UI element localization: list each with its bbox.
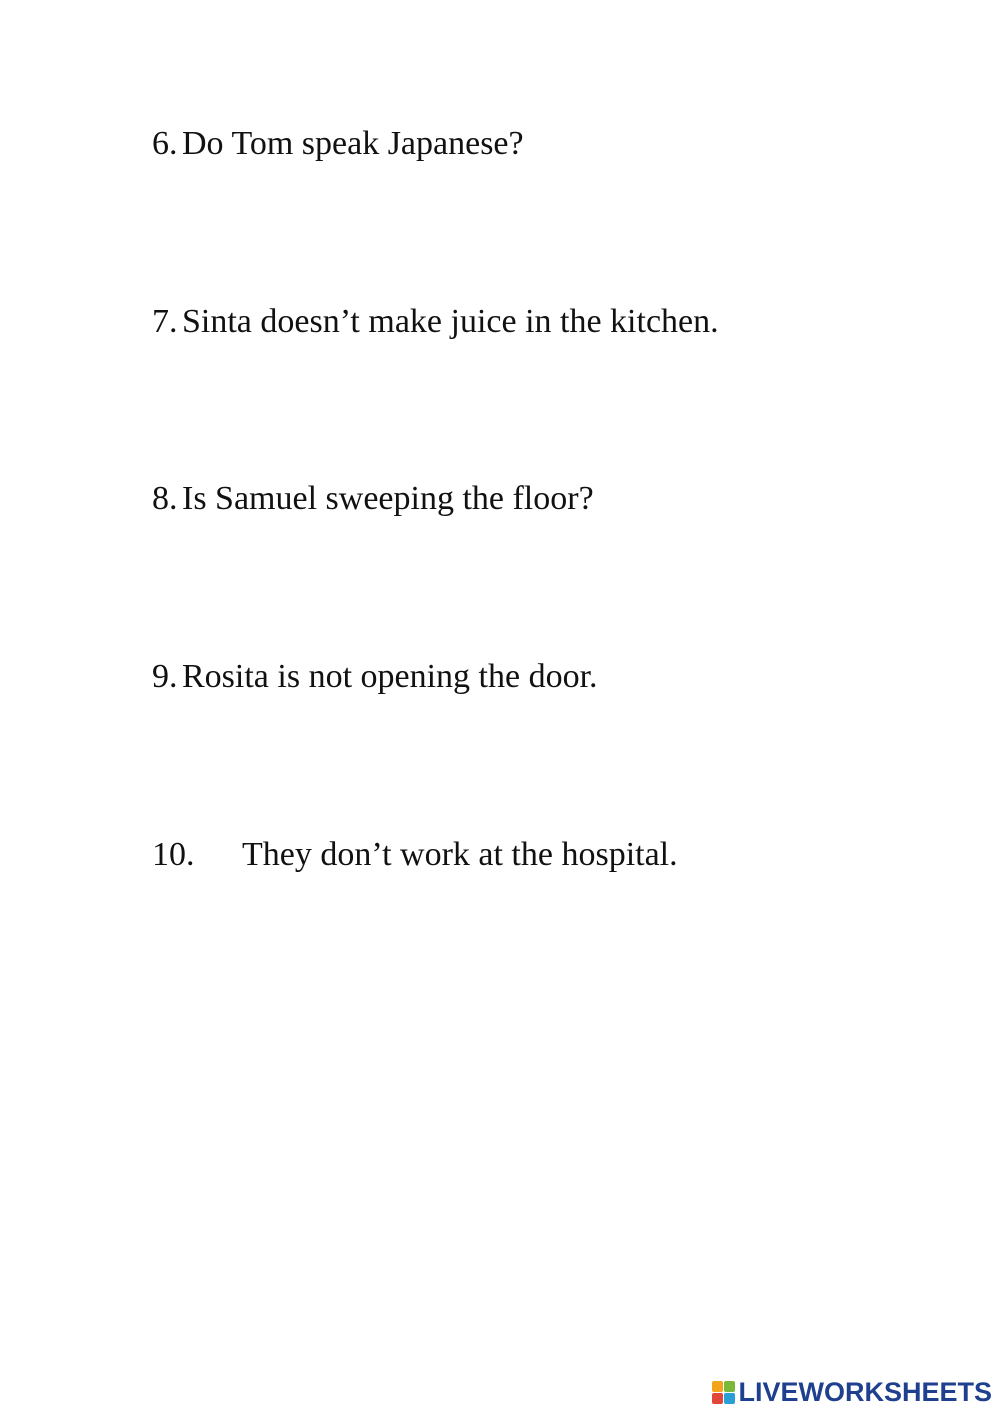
item-text: Do Tom speak Japanese? xyxy=(182,125,524,162)
exercise-item-7 xyxy=(152,302,719,342)
item-text: Is Samuel sweeping the floor? xyxy=(182,480,594,517)
logo-block xyxy=(712,1393,723,1404)
item-text: Rosita is not opening the door. xyxy=(182,658,598,695)
item-number: 8. xyxy=(152,480,178,517)
item-number: 6. xyxy=(152,125,178,162)
item-text: They don’t work at the hospital. xyxy=(242,836,678,873)
logo-block xyxy=(724,1393,735,1404)
item-number: 9. xyxy=(152,658,178,695)
exercise-item-9 xyxy=(152,657,598,697)
exercise-item-8 xyxy=(152,479,594,519)
exercise-item-10 xyxy=(152,835,678,875)
logo-wordmark: LIVEWORKSHEETS xyxy=(738,1377,992,1407)
item-text: Sinta doesn’t make juice in the kitchen. xyxy=(182,303,719,340)
liveworksheets-logo xyxy=(712,1377,992,1407)
logo-block xyxy=(724,1381,735,1392)
item-number: 10. xyxy=(152,836,195,873)
item-number: 7. xyxy=(152,303,178,340)
exercise-item-6 xyxy=(152,124,524,164)
logo-blocks-icon xyxy=(712,1381,735,1404)
logo-block xyxy=(712,1381,723,1392)
